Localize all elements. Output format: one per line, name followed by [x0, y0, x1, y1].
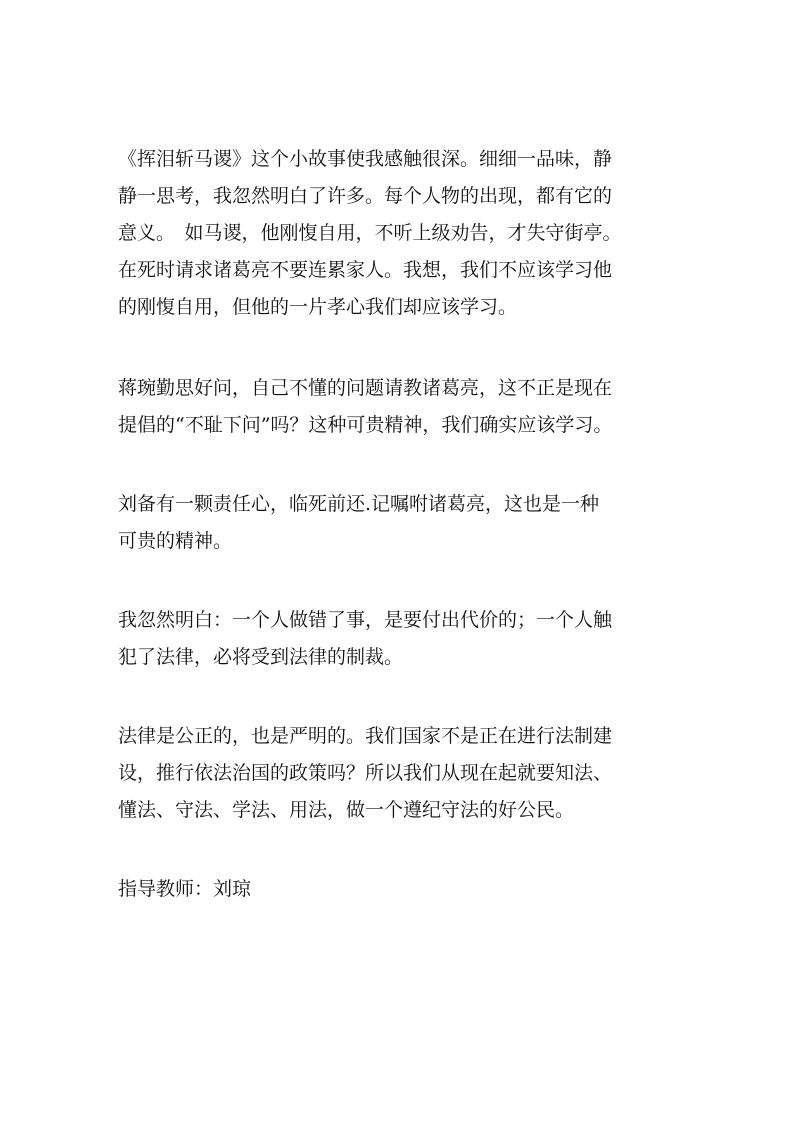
paragraph-5 — [118, 722, 680, 833]
text-line: 蒋琬勤思好问，自己不懂的问题请教诸葛亮，这不正是现在 — [118, 377, 613, 399]
text-line: 懂法、守法、学法、用法，做一个遵纪守法的好公民。 — [118, 799, 575, 821]
text-line: 意义。 如马谡，他刚愎自用，不听上级劝告，才失守街亭。 — [118, 222, 622, 244]
text-line: 犯了法律，必将受到法律的制裁。 — [118, 646, 404, 668]
text-line: 设，推行依法治国的政策吗？所以我们从现在起就要知法、 — [118, 762, 613, 784]
teacher-signature: 指导教师：刘琼 — [118, 878, 252, 900]
text-line: 法律是公正的，也是严明的。我们国家不是正在进行法制建 — [118, 725, 613, 747]
signature-paragraph — [118, 875, 680, 912]
text-line: 在死时请求诸葛亮不要连累家人。我想，我们不应该学习他 — [118, 259, 613, 281]
paragraph-1 — [118, 145, 680, 330]
text-line: 可贵的精神。 — [118, 530, 233, 552]
text-line: 《挥泪斩马谡》这个小故事使我感触很深。细细一品味，静 — [118, 148, 613, 170]
paragraph-4 — [118, 606, 680, 680]
text-line: 静一思考，我忽然明白了许多。每个人物的出现，都有它的 — [118, 185, 613, 207]
text-line: 提倡的“不耻下问”吗？这种可贵精神，我们确实应该学习。 — [118, 414, 613, 436]
text-line: 的刚愎自用，但他的一片孝心我们却应该学习。 — [118, 296, 518, 318]
paragraph-3 — [118, 490, 680, 564]
essay-body — [118, 145, 680, 912]
text-line: 我忽然明白：一个人做错了事，是要付出代价的；一个人触 — [118, 609, 613, 631]
text-line: 刘备有一颗责任心，临死前还.记嘱咐诸葛亮，这也是一种 — [118, 493, 600, 515]
paragraph-2 — [118, 374, 680, 448]
